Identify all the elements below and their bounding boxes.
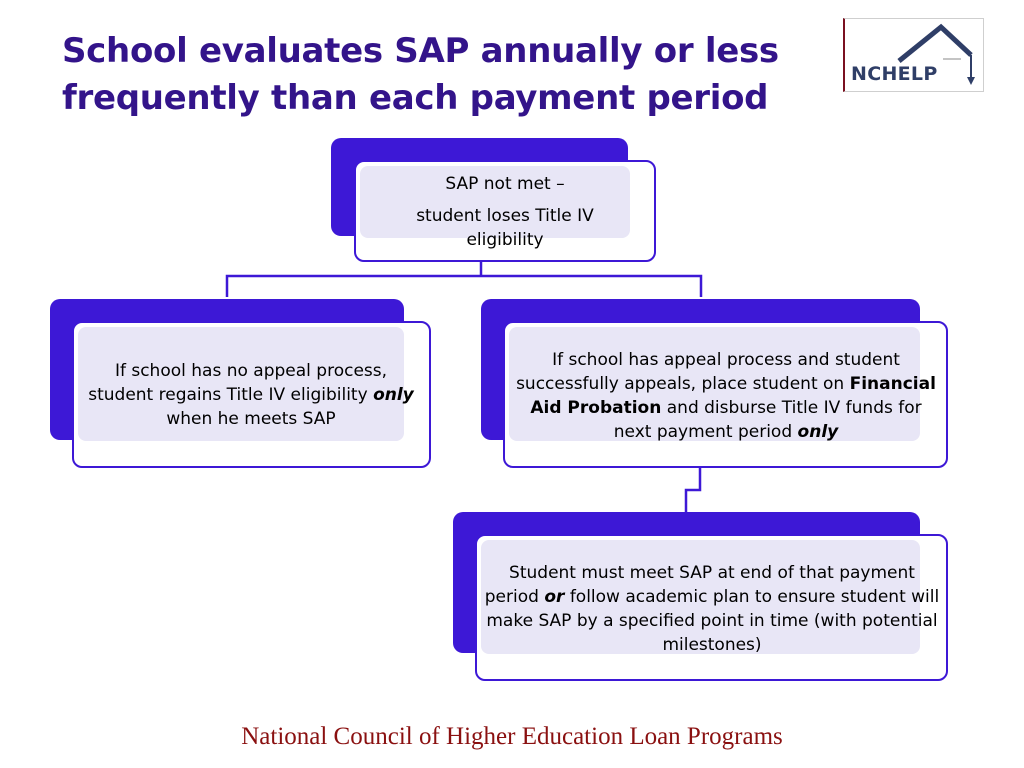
node-right-emph: only xyxy=(797,422,839,442)
node-bottom-text xyxy=(484,561,940,657)
connector-right-to-bottom xyxy=(686,462,700,512)
node-top-text xyxy=(390,172,620,252)
node-top-line1: SAP not met – xyxy=(445,174,565,194)
node-right-bold: Financial Aid Probation xyxy=(530,374,936,418)
node-bottom-pre: Student must meet SAP at end of that payment period xyxy=(484,563,915,607)
node-bottom-emph: or xyxy=(544,587,565,607)
node-right-text xyxy=(512,348,940,444)
slide-footer: National Council of Higher Education Loan Programs xyxy=(241,723,783,750)
node-right-mid: and disburse Title IV funds for next payment period xyxy=(613,398,922,442)
logo-text: NCHELP xyxy=(851,63,938,85)
node-left-post: when he meets SAP xyxy=(166,409,336,429)
slide-title: School evaluates SAP annually or less frequently than each payment period xyxy=(62,31,779,118)
node-bottom-post: follow academic plan to ensure student will make SAP by a specified point in time (with potential milestones) xyxy=(486,587,940,655)
node-right-pre: If school has appeal process and student successfully appeals, place student on xyxy=(516,350,900,394)
node-top-line2: student loses Title IV eligibility xyxy=(416,206,594,250)
node-left-pre: If school has no appeal process, student regains Title IV eligibility xyxy=(88,361,388,405)
node-left-emph: only xyxy=(373,385,414,405)
node-left-text xyxy=(86,359,416,431)
connector-top-to-children xyxy=(227,276,701,297)
